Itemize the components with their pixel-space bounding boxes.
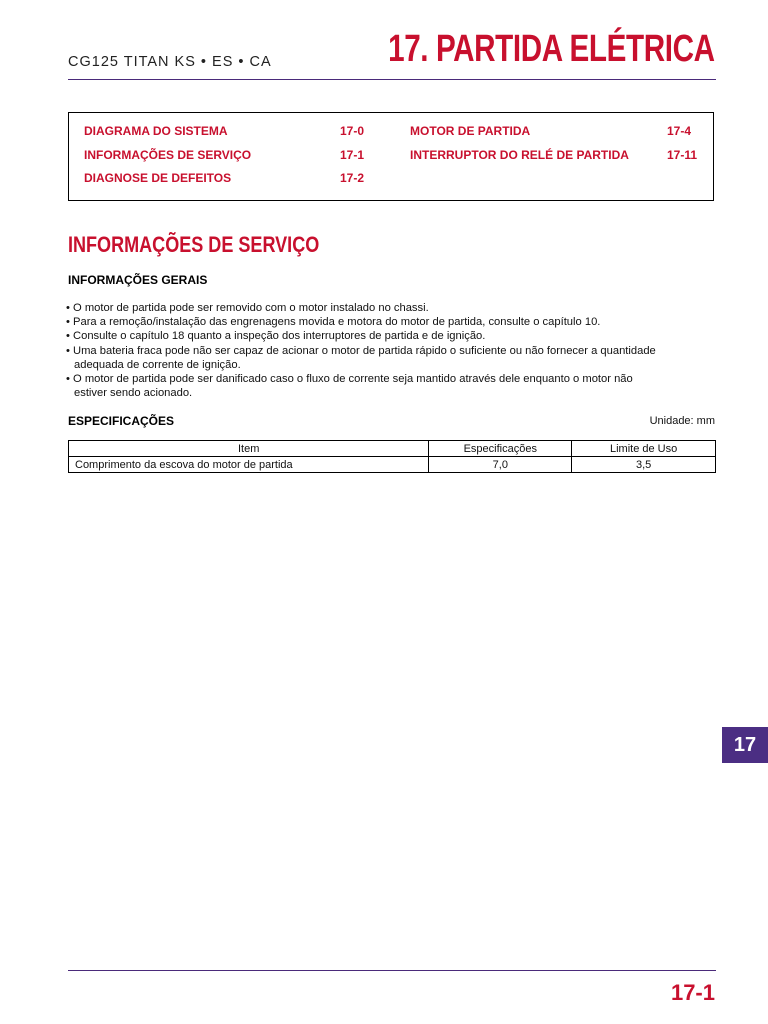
- model-designation: CG125 TITAN KS • ES • CA: [68, 54, 272, 70]
- cell-limit: 3,5: [572, 457, 716, 473]
- unit-label: Unidade: mm: [649, 415, 715, 427]
- general-info-heading: INFORMAÇÕES GERAIS: [68, 273, 208, 287]
- toc-item-motor[interactable]: MOTOR DE PARTIDA: [410, 124, 531, 138]
- toc-page-informacoes[interactable]: 17-1: [340, 148, 365, 162]
- toc-page-diagrama[interactable]: 17-0: [340, 124, 365, 138]
- column-header-item: Item: [69, 441, 429, 457]
- table-header-row: [69, 441, 716, 457]
- column-header-limit: Limite de Uso: [572, 441, 716, 457]
- general-info-list: [66, 301, 716, 400]
- toc-item-diagnose[interactable]: DIAGNOSE DE DEFEITOS: [84, 171, 232, 185]
- list-item: • O motor de partida pode ser danificado caso o fluxo de corrente seja mantido através dele enquanto o motor não: [66, 373, 633, 386]
- toc-item-diagrama[interactable]: DIAGRAMA DO SISTEMA: [84, 124, 228, 138]
- toc-page-interruptor[interactable]: 17-11: [667, 148, 698, 162]
- toc-item-interruptor[interactable]: INTERRUPTOR DO RELÉ DE PARTIDA: [410, 148, 629, 162]
- column-header-specification: Especificações: [429, 441, 572, 457]
- list-item: • O motor de partida pode ser removido com o motor instalado no chassi.: [66, 302, 429, 314]
- specifications-heading: ESPECIFICAÇÕES: [68, 414, 175, 428]
- table-row: [69, 457, 716, 473]
- toc-page-diagnose[interactable]: 17-2: [340, 171, 365, 185]
- footer-rule: [68, 970, 716, 971]
- list-item-continuation: adequada de corrente de ignição.: [74, 358, 241, 371]
- specifications-table: [68, 440, 716, 473]
- cell-item: Comprimento da escova do motor de partida: [69, 457, 429, 473]
- page-number: 17-1: [670, 980, 715, 1005]
- header-rule: [68, 79, 716, 80]
- chapter-title: 17. PARTIDA ELÉTRICA: [388, 28, 715, 70]
- toc-item-informacoes[interactable]: INFORMAÇÕES DE SERVIÇO: [84, 148, 252, 162]
- table-of-contents: [68, 112, 714, 201]
- section-title: INFORMAÇÕES DE SERVIÇO: [68, 232, 320, 257]
- chapter-tab: 17: [722, 727, 768, 763]
- list-item: • Uma bateria fraca pode não ser capaz de acionar o motor de partida rápido o suficiente ou não fornecer a quantidade: [66, 344, 656, 357]
- toc-page-motor[interactable]: 17-4: [667, 124, 692, 138]
- list-item: • Para a remoção/instalação das engrenagens movida e motora do motor de partida, consulte o capítulo 10.: [66, 316, 601, 329]
- list-item: • Consulte o capítulo 18 quanto a inspeção dos interruptores de partida e de ignição.: [66, 330, 486, 343]
- list-item-continuation: estiver sendo acionado.: [74, 387, 193, 400]
- cell-specification: 7,0: [429, 457, 572, 473]
